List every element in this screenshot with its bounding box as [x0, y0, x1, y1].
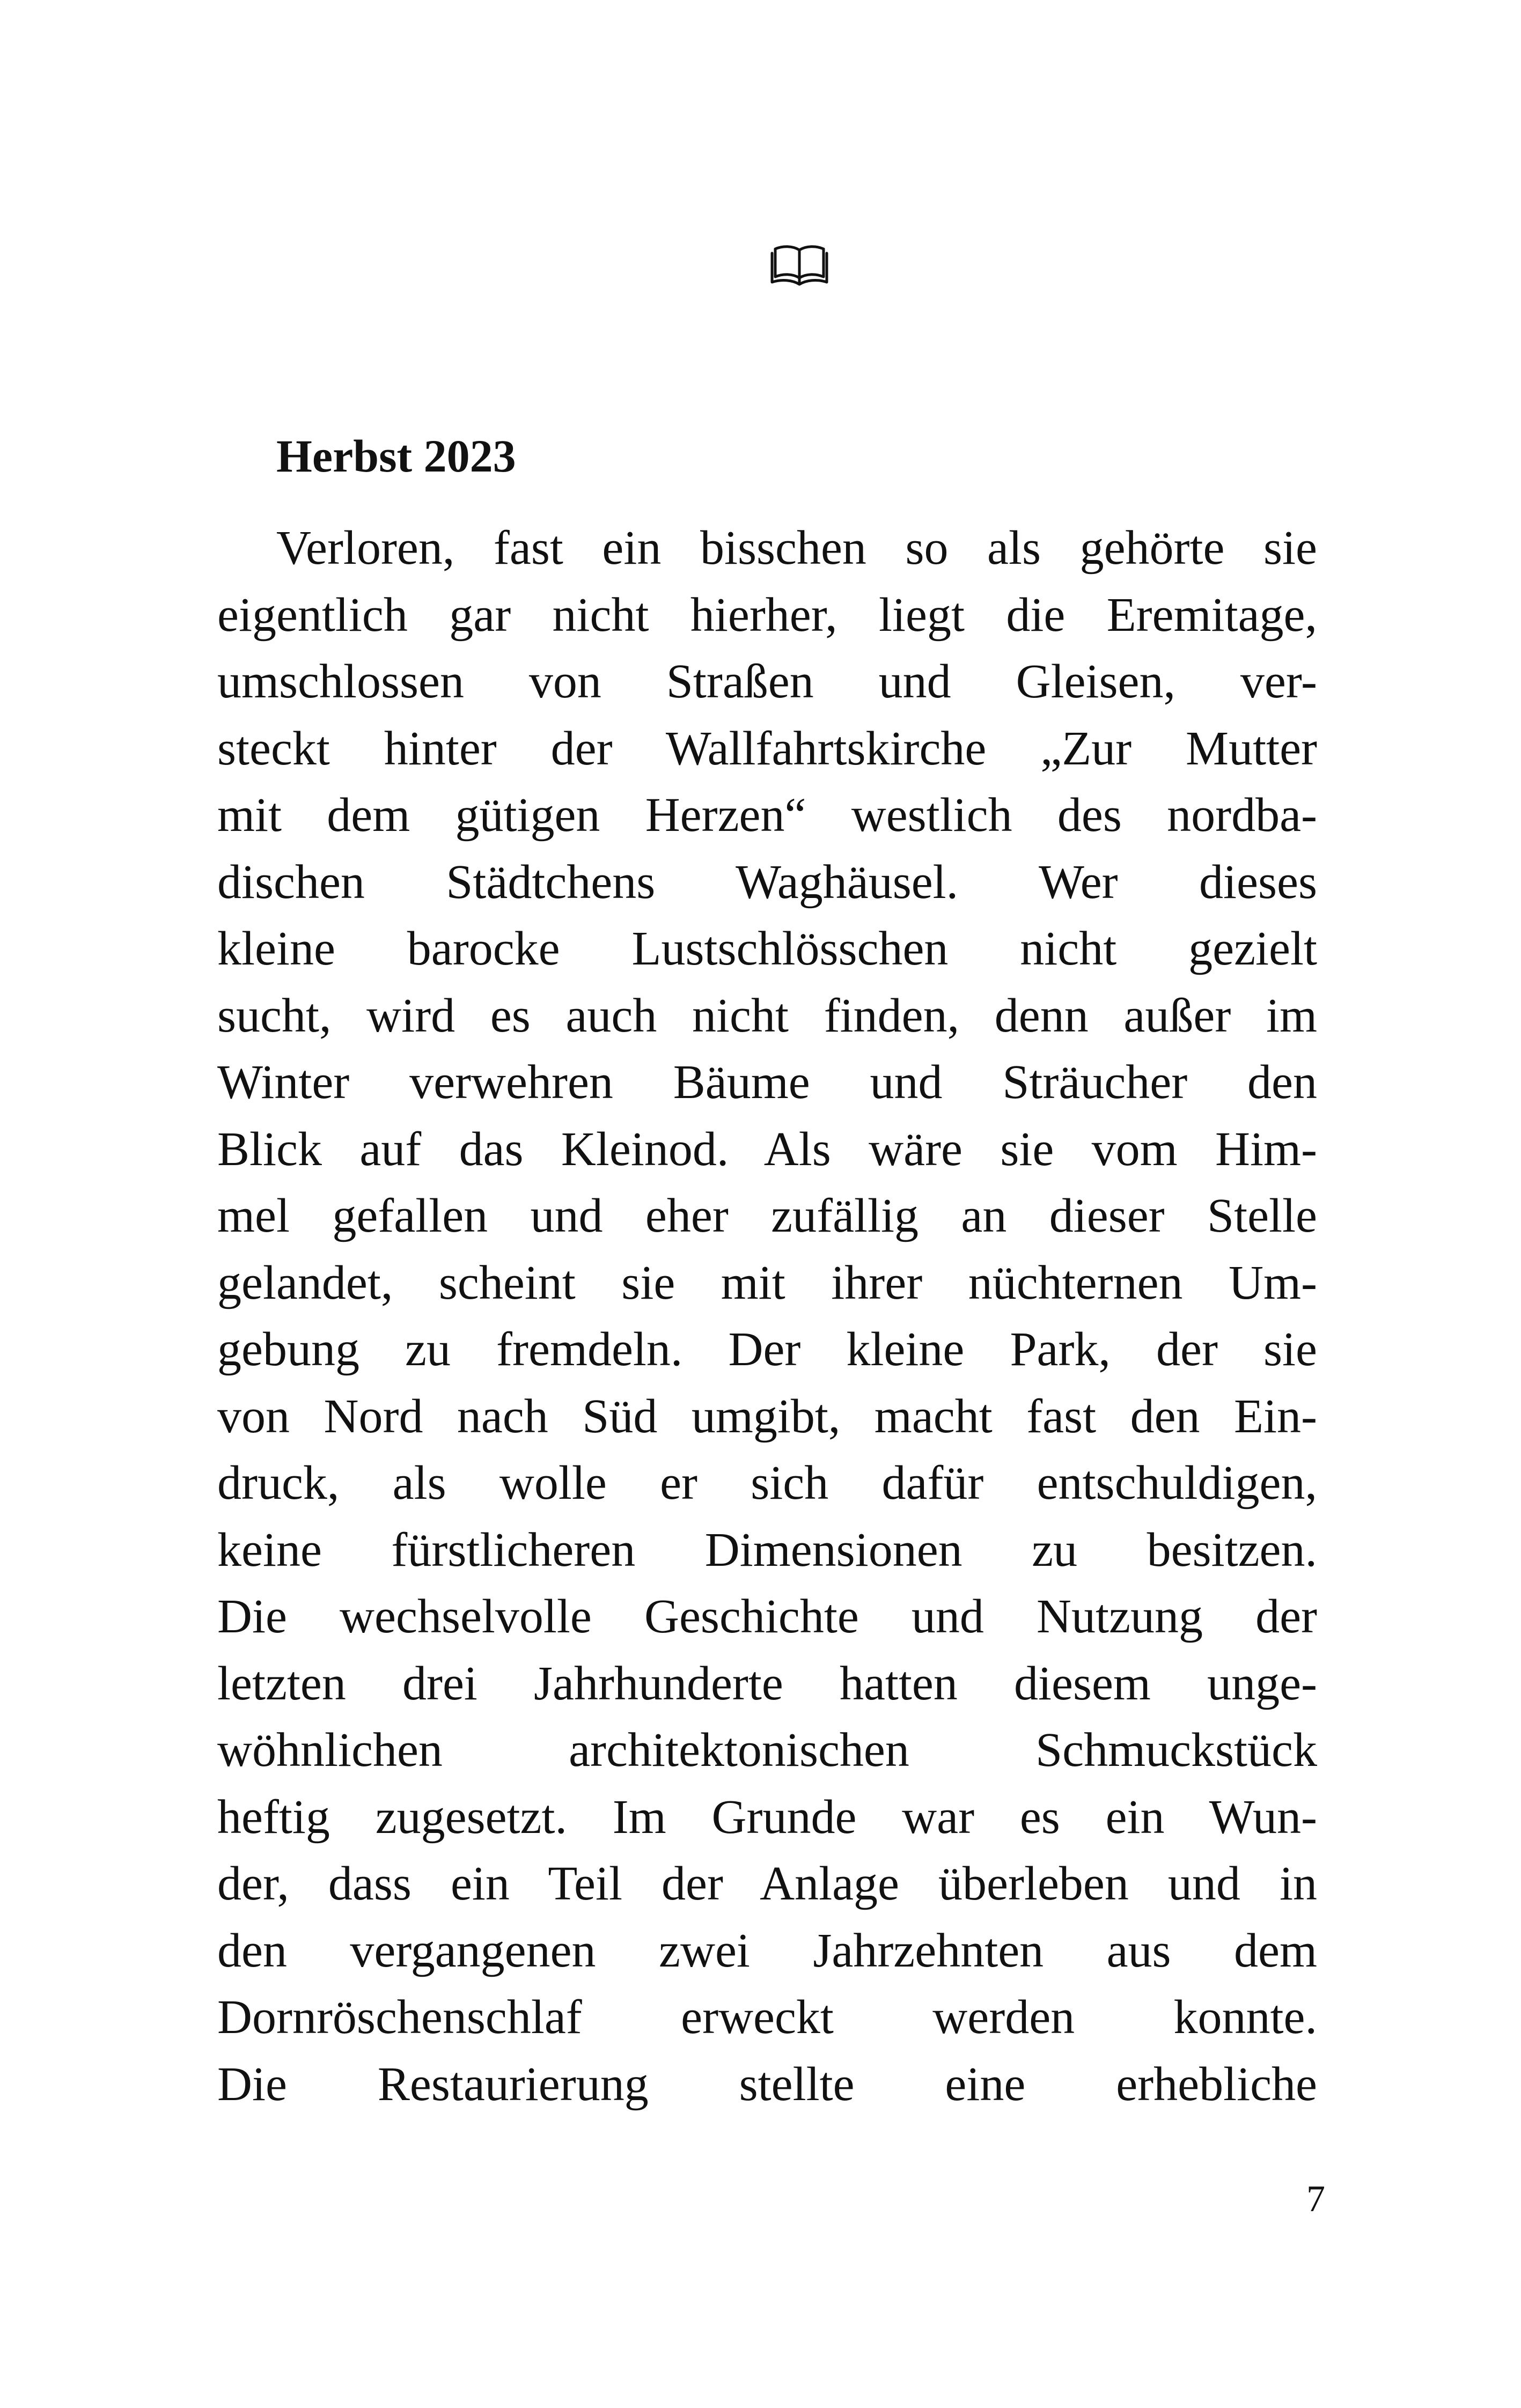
- text-line: gelandet, scheint sie mit ihrer nüchternen Um-: [217, 1256, 1317, 1309]
- text-line: der, dass ein Teil der Anlage überleben und in: [217, 1857, 1317, 1910]
- text-line: den vergangenen zwei Jahrzehnten aus dem: [217, 1924, 1317, 1977]
- open-book-icon: [770, 242, 829, 286]
- text-line: druck, als wolle er sich dafür entschuldigen,: [217, 1456, 1317, 1509]
- chapter-title: Herbst 2023: [276, 430, 516, 482]
- text-line: mel gefallen und eher zufällig an dieser Stelle: [217, 1189, 1317, 1242]
- text-line: dischen Städtchens Waghäusel. Wer dieses: [217, 855, 1317, 909]
- text-line: Winter verwehren Bäume und Sträucher den: [217, 1056, 1317, 1109]
- text-line: umschlossen von Straßen und Gleisen, ver-: [217, 655, 1317, 708]
- text-line: Die wechselvolle Geschichte und Nutzung der: [217, 1590, 1317, 1643]
- text-line: Verloren, fast ein bisschen so als gehörte sie: [276, 521, 1317, 575]
- page-number: 7: [1306, 2178, 1325, 2220]
- text-line: eigentlich gar nicht hierher, liegt die Eremitage,: [217, 588, 1317, 642]
- text-line: sucht, wird es auch nicht finden, denn außer im: [217, 989, 1317, 1042]
- text-line: mit dem gütigen Herzen“ westlich des nordba-: [217, 789, 1317, 842]
- text-line: gebung zu fremdeln. Der kleine Park, der sie: [217, 1323, 1317, 1376]
- text-line: heftig zugesetzt. Im Grunde war es ein Wun-: [217, 1790, 1317, 1844]
- text-line: keine fürstlicheren Dimensionen zu besitzen.: [217, 1523, 1317, 1577]
- body-text: [217, 515, 1317, 2118]
- text-line: steckt hinter der Wallfahrtskirche „Zur Mutter: [217, 721, 1317, 775]
- text-line: Dornröschenschlaf erweckt werden konnte.: [217, 1991, 1317, 2044]
- text-line: kleine barocke Lustschlösschen nicht gezielt: [217, 922, 1317, 975]
- text-line: wöhnlichen architektonischen Schmuckstück: [217, 1724, 1317, 1777]
- text-line: Blick auf das Kleinod. Als wäre sie vom Him-: [217, 1122, 1317, 1176]
- text-line: Die Restaurierung stellte eine erhebliche: [217, 2057, 1317, 2111]
- text-line: von Nord nach Süd umgibt, macht fast den Ein-: [217, 1389, 1317, 1443]
- text-line: letzten drei Jahrhunderte hatten diesem unge-: [217, 1656, 1317, 1710]
